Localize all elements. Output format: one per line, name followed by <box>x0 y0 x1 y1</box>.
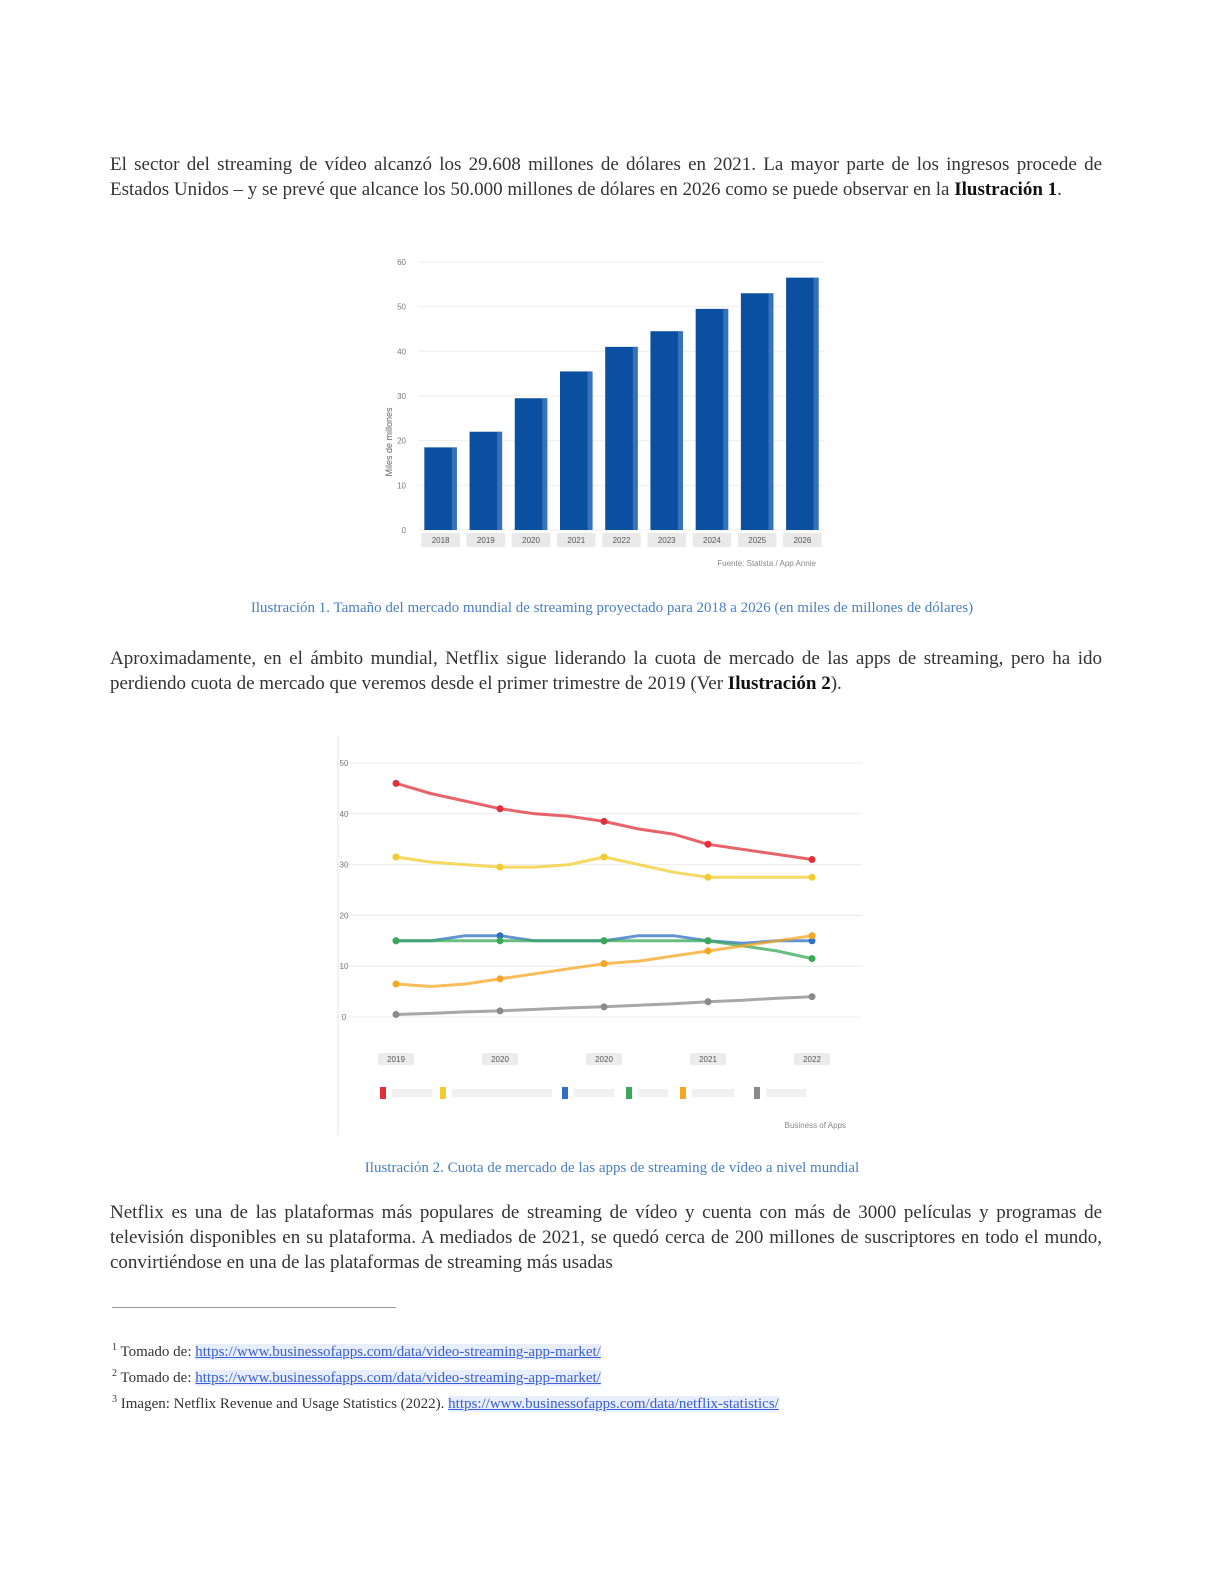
figure-ref-2[interactable]: Ilustración 2 <box>727 673 831 694</box>
footnote-3 <box>112 1390 1112 1414</box>
legend-swatch <box>754 1087 760 1099</box>
data-point <box>809 856 816 863</box>
data-point <box>497 864 504 871</box>
x-tick-label: 2020 <box>595 1055 613 1064</box>
intro-tail: . <box>1057 179 1062 200</box>
x-tick-label: 2021 <box>567 536 586 545</box>
legend-label-box <box>452 1089 552 1097</box>
x-tick-label: 2023 <box>657 536 676 545</box>
x-tick-label: 2025 <box>748 536 767 545</box>
x-tick-label: 2021 <box>699 1055 717 1064</box>
data-point <box>497 975 504 982</box>
legend-swatch <box>440 1087 446 1099</box>
legend-label-box <box>392 1089 432 1097</box>
data-point <box>809 874 816 881</box>
netflix-text: Netflix es una de las plataformas más populares de streaming de vídeo y cuenta con más de 3000 películas y programas de televisión disponibles en su plataforma. A mediados de 2021, se quedó cerca de 200 millones de suscriptores en todo el mundo, convirtiéndose en una de las plataformas de streaming más usadas <box>110 1202 1102 1273</box>
bar-highlight <box>814 278 819 530</box>
bar-highlight <box>633 347 638 530</box>
y-tick-label: 40 <box>339 809 349 819</box>
y-tick-label: 0 <box>401 526 406 535</box>
figure-caption-1: Ilustración 1. Tamaño del mercado mundial de streaming proyectado para 2018 a 2026 (en miles de millones de dólares) <box>250 600 974 616</box>
legend-swatch <box>680 1087 686 1099</box>
y-tick-label: 30 <box>339 860 349 870</box>
data-point <box>809 993 816 1000</box>
footnote-2 <box>112 1364 1112 1388</box>
data-point <box>497 937 504 944</box>
data-point <box>809 932 816 939</box>
data-point <box>393 780 400 787</box>
y-tick-label: 40 <box>397 347 406 357</box>
x-tick-label: 2022 <box>803 1055 821 1064</box>
data-point <box>705 937 712 944</box>
footnote-link[interactable]: https://www.businessofapps.com/data/netflix-statistics/ <box>448 1396 779 1412</box>
legend-label-box <box>574 1089 614 1097</box>
market-share-paragraph <box>110 646 1102 696</box>
footnote-link[interactable]: https://www.businessofapps.com/data/video-streaming-app-market/ <box>195 1370 601 1386</box>
footnote-number: 1 <box>112 1342 117 1353</box>
data-point <box>601 818 608 825</box>
x-tick-label: 2019 <box>387 1055 405 1064</box>
y-tick-label: 20 <box>397 436 406 446</box>
market-size-bar-chart <box>380 252 830 574</box>
x-tick-label: 2020 <box>522 536 540 545</box>
x-tick-label: 2024 <box>703 536 721 545</box>
market-share-tail: ). <box>830 673 842 694</box>
data-point <box>497 805 504 812</box>
footnote-lead: Tomado de: <box>120 1370 196 1386</box>
x-tick-label: 2022 <box>612 536 631 545</box>
legend-swatch <box>626 1087 632 1099</box>
data-point <box>393 937 400 944</box>
y-tick-label: 50 <box>397 302 406 312</box>
x-tick-label: 2020 <box>491 1055 509 1064</box>
data-point <box>601 937 608 944</box>
figure-ref-1[interactable]: Ilustración 1 <box>954 179 1058 200</box>
y-tick-label: 10 <box>339 962 349 972</box>
bar-highlight <box>542 398 547 530</box>
legend-label-box <box>638 1089 668 1097</box>
data-point <box>705 998 712 1005</box>
y-tick-label: 60 <box>397 258 406 267</box>
data-point <box>393 1011 400 1018</box>
line-chart-svg <box>330 735 870 1135</box>
y-axis-label: Miles de millones <box>384 407 394 477</box>
bar-highlight <box>723 309 728 530</box>
x-tick-label: 2019 <box>476 536 495 545</box>
market-share-text: Aproximadamente, en el ámbito mundial, Netflix sigue liderando la cuota de mercado de las apps de streaming, pero ha ido perdiendo cuota de mercado que veremos desde el primer trimestre de 2019 (Ver <box>110 648 1102 694</box>
y-tick-label: 30 <box>397 392 406 401</box>
market-share-line-chart <box>330 735 870 1135</box>
legend-label-box <box>692 1089 734 1097</box>
footnote-divider <box>112 1307 396 1308</box>
data-point <box>705 841 712 848</box>
data-point <box>601 853 608 860</box>
data-point <box>809 955 816 962</box>
data-point <box>497 1007 504 1014</box>
x-tick-label: 2018 <box>431 536 450 545</box>
y-tick-label: 20 <box>339 911 349 921</box>
bar-chart-svg <box>380 252 830 574</box>
data-point <box>705 947 712 954</box>
footnote-1 <box>112 1338 1112 1362</box>
bar-highlight <box>768 293 773 530</box>
footnote-lead: Tomado de: <box>120 1344 196 1360</box>
bar-highlight <box>588 371 593 530</box>
netflix-paragraph <box>110 1200 1102 1275</box>
x-tick-label: 2026 <box>793 536 812 545</box>
chart-source: Business of Apps <box>784 1121 846 1130</box>
intro-paragraph <box>110 152 1102 202</box>
chart-source: Fuente: Statista / App Annie <box>717 559 816 568</box>
data-point <box>393 853 400 860</box>
footnote-link[interactable]: https://www.businessofapps.com/data/video-streaming-app-market/ <box>195 1344 601 1360</box>
legend-swatch <box>562 1087 568 1099</box>
bar-highlight <box>497 432 502 530</box>
data-point <box>705 874 712 881</box>
data-point <box>601 1003 608 1010</box>
footnote-number: 3 <box>112 1394 117 1405</box>
footnote-number: 2 <box>112 1368 117 1379</box>
legend-label-box <box>766 1089 806 1097</box>
intro-text: El sector del streaming de vídeo alcanzó los 29.608 millones de dólares en 2021. La mayor parte de los ingresos procede de Estados Unidos – y se prevé que alcance los 50.000 millones de dólares en 2026 como se puede observar en la <box>110 154 1102 200</box>
y-tick-label: 0 <box>341 1013 347 1022</box>
bar-highlight <box>678 331 683 530</box>
footnote-lead: Imagen: Netflix Revenue and Usage Statistics (2022). <box>120 1396 449 1412</box>
bar-highlight <box>452 447 457 530</box>
y-tick-label: 50 <box>339 759 349 768</box>
figure-caption-2: Ilustración 2. Cuota de mercado de las apps de streaming de vídeo a nivel mundial <box>364 1160 860 1176</box>
data-point <box>393 980 400 987</box>
y-tick-label: 10 <box>397 481 406 491</box>
legend-swatch <box>380 1087 386 1099</box>
data-point <box>601 960 608 967</box>
